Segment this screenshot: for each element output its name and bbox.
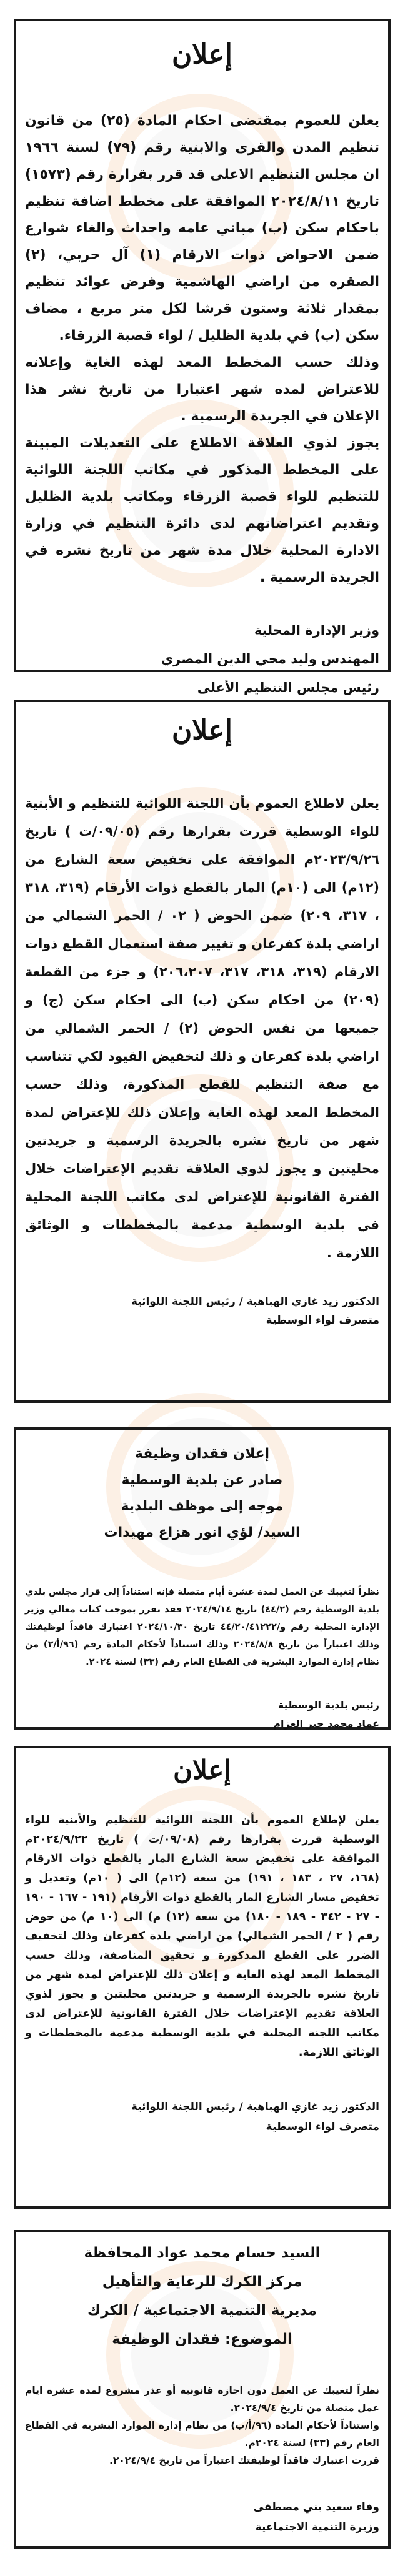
- announcement-wasatiyya-committee-2: [14, 1746, 391, 2209]
- signature-block: [25, 616, 379, 702]
- job-loss-notice-wasatiyya: [14, 1427, 391, 1730]
- announcement-paragraph: يعلن لاطلاع العموم بأن اللجنة اللوائية للتنظيم و الأبنية للواء الوسطية قررت بقرارها رقم (٠٩/٠٥/ت ) تاريخ ٢٠٢٣/٩/٢٦م الموافقة على تخفيض سعة الشارع من (١٢م) الى (١٠م) المار بالقطع ذوات الأرقام (٣١٩، ٣١٨ ، ٣١٧، ٢٠٩) ضمن الحوض ( ٠٢ / الحمر الشمالي من اراضي بلدة كفرعان و تغيير صفة استعمال القطع ذوات الارقام (٣١٩، ٣١٨، ٣١٧، ٢٠٦،٢٠٧) و جزء من القطعة (٢٠٩) من احكام سكن (ب) الى احكام سكن (ج) و جميعها من نفس الحوض (٢) / الحمر الشمالي من اراضي بلدة كفرعان و ذلك لتخفيض القيود لكي تتناسب مع صفة التنظيم للقطع المذكورة، وذلك حسب المخطط المعد لهذه الغاية وإعلان ذلك للإعتراض لمدة شهر من تاريخ نشره بالجريدة الرسمية و جريدتين محليتين و يجوز لذوي العلاقة تقديم الإعتراضات خلال الفترة القانونية للإعتراض لدى مكاتب اللجنة المحلية في بلدية الوسطية مدعمة بالمخططات و الوثائق اللازمة .: [25, 796, 379, 1261]
- announcement-planning-council: [14, 19, 391, 695]
- signature-line: متصرف لواء الوسطية: [266, 2121, 379, 2133]
- notice-heading: السيد/ لؤي انور هزاع مهيدات: [104, 1525, 301, 1540]
- notice-paragraph: واستناداً لأحكام المادة (٩٦/أ/ب) من نظام إدارة الموارد البشرية في القطاع العام رقم (٣٣) لسنة ٢٠٢٤م.: [25, 2420, 380, 2449]
- signature-line: وفاء سعيد بني مصطفى: [253, 2501, 379, 2514]
- announcement-paragraph: يعلن لإطلاع العموم بأن اللجنة اللوائية للتنظيم والأبنية للواء الوسطية قررت بقرارها رقم (٠٩/٠٨/ت ) تاريخ ٢٠٢٤/٩/٢٢م الموافقة على تخفيض سعة الشارع المار بالقطع ذوات الارقام (١٦٨، ٢٧ ، ١٨٣ ، ١٩١) من سعة (١٢م) الى ( ١٠م) وتعديل و تخفيض مسار الشارع المار بالقطع ذوات الأرقام (١٩١ - ١٦٧ - ١٩٠ - ٢٧ - ٣٤٢ - ١٨٩ - ١٨٠) من سعة (١٢) م) الى (١٠ م) من حوض رقم ( ٢ / الحمر الشمالي) من اراضي بلدة كفرعان وذلك لتخفيف الضرر على القطع المذكورة و تحقيق المناصفة، وذلك حسب المخطط المعد لهذه الغاية و إعلان ذلك للإعتراض لمدة شهر من تاريخ نشره بالجريدة الرسمية و جريدتين محليتين و يجوز لذوي العلاقة تقديم الإعتراضات خلال الفترة القانونية للإعتراض لدى مكاتب اللجنة المحلية في بلدية الوسطية مدعمة بالمخططات و الوثائق اللازمة.: [25, 1814, 380, 2059]
- announcement-paragraph: يعلن للعموم بمقتضى احكام المادة (٢٥) من قانون تنظيم المدن والقرى والابنية رقم (٧٩) لسنة ١٩٦٦ ان مجلس التنظيم الاعلى قد قرر بقرارة رقم (١٥٧٣) تاريخ ٢٠٢٤/٨/١١ الموافقة على مخطط اضافة تنظيم باحكام سكن (ب) مباني عامه واحداث والغاء شوارع ضمن الاحواض ذوات الارقام (١) آل حربي، (٢) الصقره من اراضي الهاشمية وفرض عوائد تنظيم بمقدار ثلاثة وستون قرشا لكل متر مربع ، مضاف سكن (ب) في بلدية الظليل / لواء قصبة الزرقاء.: [25, 113, 380, 344]
- notice-paragraph: قررت اعتبارك فاقداً لوظيفتك اعتباراً من تاريخ ٢٠٢٤/٩/٤.: [109, 2455, 379, 2466]
- announcement-paragraph: يجوز لذوي العلاقة الاطلاع على التعديلات المبينة على المخطط المذكور في مكاتب اللجنة اللوائية للتنظيم للواء قصبة الزرقاء ومكاتب بلدية الظليل وتقديم اعتراضاتهم لدى دائرة التنظيم في وزارة الادارة المحلية خلال مدة شهر من تاريخ نشره في الجريدة الرسمية .: [25, 435, 379, 585]
- notice-heading: مركز الكرك للرعاية والتأهيل: [102, 2274, 302, 2290]
- notice-paragraph: نظراً لتغيبك عن العمل لمدة عشرة أيام متصلة فإنه استناداً إلى قرار مجلس بلدي بلدية الوسطية رقم (٤٤/٢) تاريخ ٢٠٢٤/٩/١٤ فقد تقرر بموجب كتاب معالي وزير الإدارة المحلية رقم و/٤٤/٢٠/٤١٢٢٢ تاريخ ٢٠٢٤/١٠/٣٠ اعتبارك فاقداً لوظيفتك وذلك اعتباراً من تاريخ ٢٠٢٤/٨/٨ وذلك استناداً لأحكام المادة رقم (٩٦/أ/٢) من نظام إدارة الموارد البشرية في القطاع العام رقم (٣٣) لسنة ٢٠٢٤.: [25, 1587, 379, 1667]
- announcement-title: إعلان: [173, 1755, 231, 1785]
- signature-line: المهندس وليد محي الدين المصري: [161, 651, 379, 666]
- notice-heading: موجه إلى موظف البلدية: [121, 1499, 284, 1514]
- notice-body: [25, 2382, 379, 2469]
- notice-heading: السيد حسام محمد عواد المحافظة: [84, 2245, 321, 2261]
- announcement-wasatiyya-committee-1: [14, 700, 391, 1403]
- notice-headings: [25, 1430, 379, 1546]
- signature-block: [25, 1696, 379, 1733]
- job-loss-notice-karak: [14, 2230, 391, 2549]
- signature-block: [25, 2497, 379, 2537]
- signature-line: وزير الإدارة المحلية: [254, 623, 379, 638]
- signature-block: [25, 2097, 379, 2137]
- signature-line: وزيرة التنمية الاجتماعية: [255, 2521, 379, 2534]
- signature-line: متصرف لواء الوسطية: [266, 1314, 379, 1327]
- notice-headings: [25, 2232, 379, 2354]
- announcement-title: إعلان: [171, 715, 233, 746]
- notice-heading: صادر عن بلدية الوسطية: [121, 1472, 283, 1488]
- announcement-title: إعلان: [171, 39, 233, 71]
- signature-line: عماد محمد جبر العزام: [273, 1718, 379, 1730]
- signature-line: رئيس بلدية الوسطية: [278, 1699, 379, 1711]
- notice-heading: إعلان فقدان وظيفة: [134, 1446, 270, 1462]
- signature-line: الدكتور زيد غازي الهباهبة / رئيس اللجنة اللوائية: [131, 1295, 379, 1308]
- announcement-paragraph: وذلك حسب المخطط المعد لهذه الغاية وإعلانه للاعتراض لمده شهر اعتبارا من تاريخ نشر هذا الإعلان في الجريدة الرسمية .: [25, 355, 379, 424]
- signature-line: رئيس مجلس التنظيم الأعلى: [197, 680, 379, 695]
- notice-heading: مديرية التنمية الاجتماعية / الكرك: [88, 2302, 317, 2319]
- signature-line: الدكتور زيد غازي الهباهبة / رئيس اللجنة اللوائية: [131, 2101, 379, 2113]
- signature-block: [25, 1292, 379, 1330]
- notice-heading: الموضوع: فقدان الوظيفة: [112, 2331, 292, 2347]
- notice-paragraph: نظراً لتغيبك عن العمل دون اجازة قانونية أو عذر مشروع لمدة عشرة ايام عمل متصلة من تاريخ ٢٠٢٤/٩/٤.: [25, 2385, 379, 2414]
